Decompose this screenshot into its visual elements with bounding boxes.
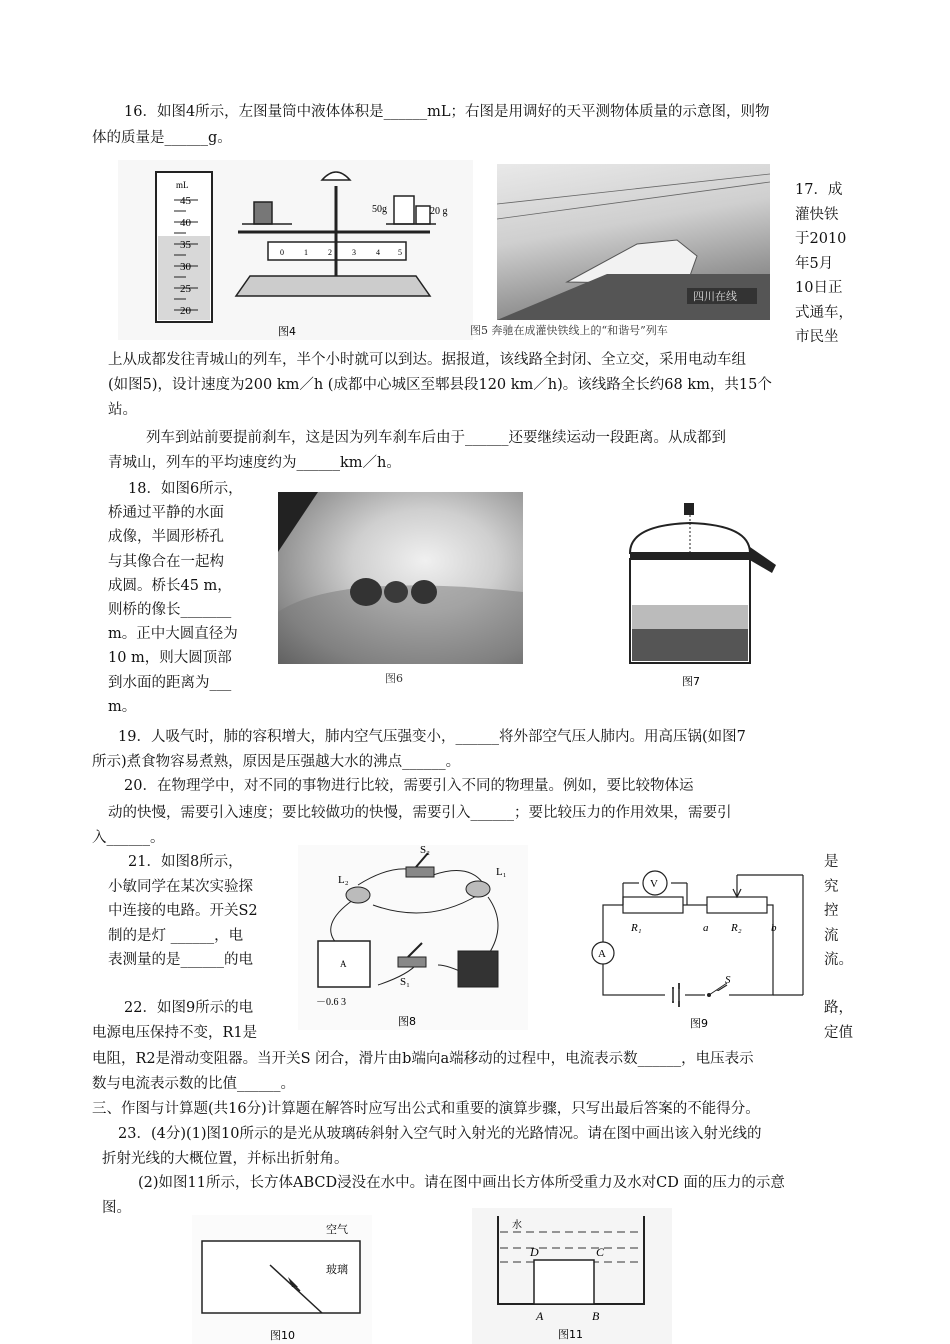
scale-label: 0	[280, 248, 284, 257]
r2-label: R₂	[731, 922, 742, 934]
q21-line: 小敏同学在某次实验探	[108, 878, 253, 895]
figure-4-caption: 图4	[278, 325, 296, 338]
scale-label: 3	[352, 248, 356, 257]
switch-s1	[398, 957, 426, 967]
switch-s2	[406, 867, 434, 877]
q22-line-2-right: 定值	[824, 1025, 853, 1041]
q21-text	[108, 850, 258, 973]
weight-50g-label: 50g	[372, 204, 387, 215]
r1-label: R₁	[631, 922, 642, 934]
q18-text	[108, 477, 243, 719]
figure-10-caption: 图10	[270, 1329, 295, 1342]
voltmeter-label: V	[650, 878, 658, 890]
q16-line-1: 16．如图4所示，左图量筒中液体体积是______mL；右图是用调好的天平测物体质量的示意图，则物	[124, 104, 770, 120]
q22-line-1-right: 路，	[824, 1000, 853, 1016]
vertex-a-label: A	[536, 1309, 544, 1323]
q17-side-line: 年5月	[795, 255, 834, 272]
q21-right-text	[824, 850, 853, 973]
cylinder-unit: mL	[176, 180, 189, 190]
q19-line-1: 19．人吸气时，肺的容积增大，肺内空气压强变小，______将外部空气压人肺内。用高压锅(如图7	[118, 729, 746, 745]
q19-line-2: 所示)煮食物容易煮熟，原因是压强越大水的沸点______。	[92, 754, 461, 770]
q18-line: 与其像合在一起构	[108, 553, 224, 570]
figure-11-caption: 图11	[558, 1328, 583, 1341]
q21-right-line: 是	[824, 854, 839, 870]
q17-side-line: 10日正	[795, 280, 843, 296]
ammeter-terminals: －0.6 3	[316, 997, 346, 1008]
cylinder-tick-label: 35	[180, 239, 191, 251]
q17-side-line: 市民坐	[795, 329, 839, 345]
vertex-d-label: D	[530, 1245, 539, 1259]
figure-9-caption: 图9	[690, 1017, 708, 1030]
lamp-l1	[466, 881, 490, 897]
watermark: 四川在线	[693, 290, 737, 303]
l1-label: L₁	[496, 866, 507, 878]
figure-8-circuit	[298, 845, 528, 1030]
figure-5-caption: 图5 奔驰在成灌快铁线上的“和谐号”列车	[470, 324, 668, 337]
q17-line-1: 上从成都发往青城山的列车，半个小时就可以到达。据报道，该线路全封闭、全立交，采用电动车组	[108, 352, 746, 368]
q17-line-3: 站。	[108, 402, 137, 418]
figure-7-pressure-cooker	[610, 495, 780, 690]
scale-label: 4	[376, 248, 380, 257]
figure-4	[118, 160, 473, 340]
q17-side-line: 式通车，	[795, 304, 853, 321]
ammeter-label: A	[598, 948, 606, 960]
q23-line-4: 图。	[102, 1200, 131, 1216]
figure-11-water-tank	[472, 1208, 672, 1344]
scale-label: 5	[398, 248, 402, 257]
figure-6-bridge-photo	[278, 492, 523, 664]
q18-line: 到水面的距离为___	[108, 674, 232, 691]
scale-label: 1	[304, 248, 308, 257]
q20-line-2: 动的快慢，需要引入速度；要比较做功的快慢，需要引入______；要比较压力的作用效果，需要引	[108, 805, 732, 821]
s1-label: S₁	[400, 976, 410, 988]
bridge-arch-circle	[350, 578, 382, 606]
point-a-label: a	[703, 922, 709, 934]
q21-line: 制的是灯 ______，电	[108, 927, 244, 944]
switch-label: S	[725, 974, 731, 986]
q17-side-line: 于2010	[795, 231, 847, 247]
q21-right-line: 控	[824, 903, 839, 919]
q22-line-2: 电源电压保持不变，R1是	[92, 1025, 258, 1041]
q20-line-3: 入______。	[92, 830, 165, 846]
glass-label: 玻璃	[326, 1263, 348, 1276]
q17-line-2: (如图5)，设计速度为200 km／h (成都中心城区至郫县段120 km／h)。该线路全长约68 km，共15个	[108, 377, 772, 393]
q21-right-line: 究	[824, 878, 839, 895]
q18-line: 桥通过平静的水面	[108, 505, 224, 522]
q23-line-2: 折射光线的大概位置，并标出折射角。	[102, 1151, 349, 1167]
weight-20g-label: 20 g	[430, 206, 448, 217]
q17-side-line: 17．成	[795, 182, 843, 198]
q21-line: 中连接的电路。开关S2	[108, 903, 258, 919]
cylinder-tick-label: 25	[180, 283, 191, 295]
point-b-label: b	[771, 922, 777, 934]
q20-line-1: 20．在物理学中，对不同的事物进行比较，需要引入不同的物理量。例如，要比较物体运	[124, 778, 694, 794]
lamp-l2	[346, 887, 370, 903]
water-label: 水	[512, 1220, 522, 1231]
air-label: 空气	[326, 1223, 348, 1236]
q22-line-3: 电阻，R2是滑动变阻器。当开关S 闭合，滑片由b端向a端移动的过程中，电流表示数______，电压表示	[92, 1051, 754, 1067]
q18-line: m。	[108, 698, 137, 715]
figure-10-glass-block	[192, 1215, 372, 1344]
q18-line: 18．如图6所示，	[128, 481, 243, 497]
bridge-arch-circle	[411, 580, 437, 604]
battery	[458, 951, 498, 987]
block-abcd	[534, 1260, 594, 1304]
q23-line-3: (2)如图11所示，长方体ABCD浸没在水中。请在图中画出长方体所受重力及水对CD 面的压力的示意	[138, 1175, 785, 1191]
q18-line: 10 m，则大圆顶部	[108, 650, 232, 667]
q21-line: 21．如图8所示，	[128, 854, 243, 870]
q18-line: m。正中大圆直径为	[108, 626, 238, 643]
vertex-b-label: B	[592, 1309, 600, 1323]
q22-line-1: 22．如图9所示的电	[124, 1000, 254, 1016]
q17-side-line: 灌快铁	[795, 206, 839, 223]
figure-7-caption: 图7	[682, 675, 700, 688]
q21-right-line: 流。	[824, 952, 853, 968]
figure-5-train-photo	[497, 164, 770, 320]
q21-right-line: 流	[824, 927, 839, 944]
vertex-c-label: C	[596, 1245, 605, 1259]
q17-side-text	[795, 178, 853, 350]
q21-line: 表测量的是______的电	[108, 952, 253, 968]
q22-line-4: 数与电流表示数的比值______。	[92, 1076, 295, 1092]
figure-8-caption: 图8	[398, 1015, 416, 1028]
q17-line-5: 青城山，列车的平均速度约为______km／h。	[108, 455, 401, 471]
q16-line-2: 体的质量是______g。	[92, 130, 232, 146]
bridge-arch-circle	[384, 581, 408, 603]
cylinder-tick-label: 45	[180, 195, 191, 207]
figure-9-schematic	[575, 855, 815, 1035]
scale-label: 2	[328, 248, 332, 257]
q23-line-1: 23．(4分)(1)图10所示的是光从玻璃砖斜射入空气时入射光的光路情况。请在图中画出该入射光线的	[118, 1126, 762, 1142]
cylinder-tick-label: 30	[180, 261, 191, 273]
q17-line-4: 列车到站前要提前刹车，这是因为列车刹车后由于______还要继续运动一段距离。从成都到	[146, 430, 726, 446]
s2-label: S₂	[420, 845, 430, 856]
ammeter-label: A	[340, 959, 347, 969]
q18-line: 成圆。桥长45 m，	[108, 577, 232, 594]
q18-line: 成像，半圆形桥孔	[108, 529, 224, 546]
q18-line: 则桥的像长_______	[108, 602, 232, 619]
cylinder-tick-label: 40	[180, 217, 191, 229]
figure-6-caption: 图6	[385, 672, 403, 685]
section-3-heading: 三、作图与计算题(共16分)计算题在解答时应写出公式和重要的演算步骤，只写出最后答案的不能得分。	[92, 1101, 760, 1117]
l2-label: L₂	[338, 874, 349, 886]
cylinder-tick-label: 20	[180, 305, 191, 317]
